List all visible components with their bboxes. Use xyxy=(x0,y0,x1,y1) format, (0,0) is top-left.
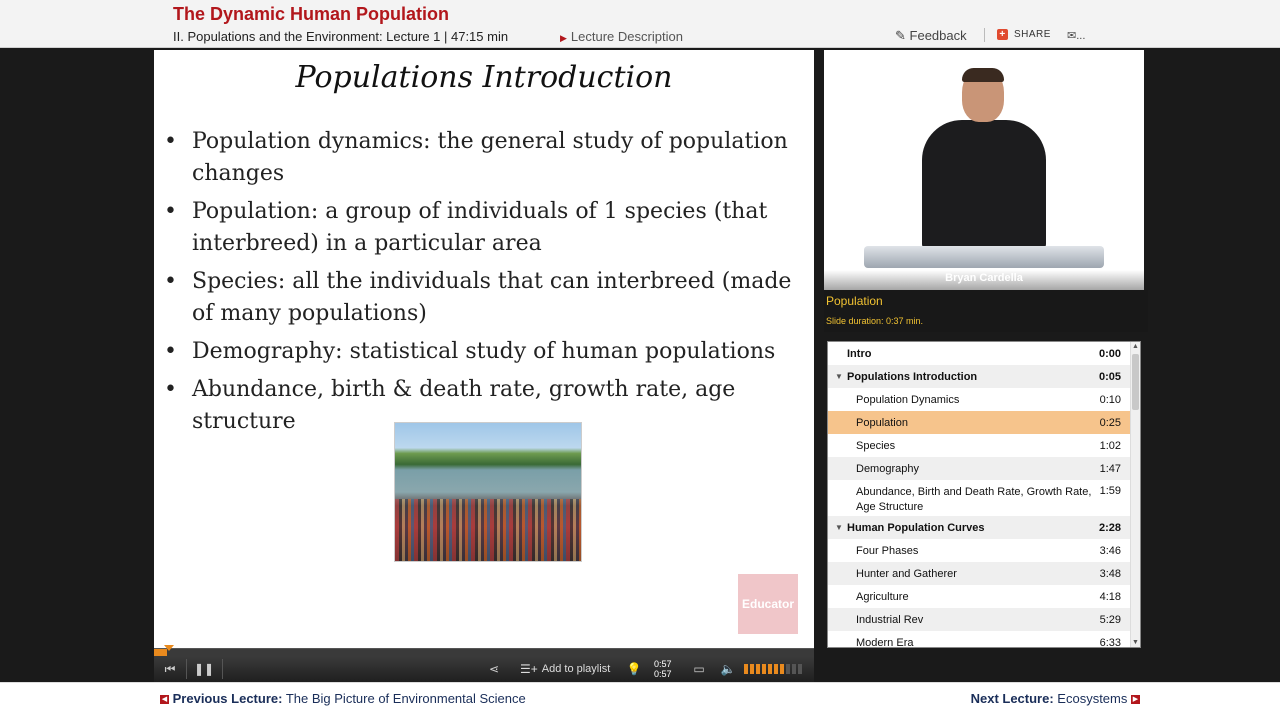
slide-title: Populations Introduction xyxy=(295,60,673,95)
volume-bar xyxy=(768,664,772,674)
outline-row-time: 0:05 xyxy=(1098,370,1121,383)
bullet-item xyxy=(162,196,810,260)
presenter-body xyxy=(922,120,1046,250)
volume-slider[interactable] xyxy=(744,664,802,674)
seek-handle[interactable] xyxy=(164,645,174,651)
outline-row-time: 1:47 xyxy=(1099,462,1121,475)
bullet-glyph: • xyxy=(164,129,177,154)
beach-crowd-photo xyxy=(394,422,582,562)
prev-label: Previous Lecture: xyxy=(172,691,283,706)
outline-row-time: 0:10 xyxy=(1099,393,1121,406)
current-slide-info xyxy=(824,290,1148,332)
pause-icon[interactable]: ❚❚ xyxy=(193,662,215,676)
outline-row[interactable] xyxy=(828,539,1131,562)
outline-row[interactable] xyxy=(828,608,1131,631)
course-title[interactable]: The Dynamic Human Population xyxy=(173,4,450,24)
bullet-text: Demography: statistical study of human populations xyxy=(192,339,776,364)
arrow-right-icon: ▶ xyxy=(1132,696,1139,704)
outline-row-label: Species xyxy=(856,439,896,452)
outline-row-label: Modern Era xyxy=(856,636,914,648)
share-button[interactable] xyxy=(997,29,1051,40)
volume-bar xyxy=(774,664,778,674)
email-button[interactable] xyxy=(1067,29,1085,42)
bullet-text: Population: a group of individuals of 1 species (that interbreed) in a particular area xyxy=(192,199,768,256)
volume-bar xyxy=(750,664,754,674)
divider xyxy=(984,28,985,42)
volume-bar xyxy=(762,664,766,674)
presenter-figure xyxy=(914,68,1054,268)
volume-bar xyxy=(786,664,790,674)
player-controls xyxy=(154,656,814,682)
volume-bar xyxy=(792,664,796,674)
lecture-outline xyxy=(827,341,1141,648)
outline-row-time: 5:29 xyxy=(1099,613,1121,626)
outline-row[interactable] xyxy=(828,480,1131,516)
next-lecture-link[interactable] xyxy=(971,691,1140,706)
fullscreen-icon[interactable]: ▭ xyxy=(693,662,705,676)
outline-row-label: Population xyxy=(856,416,908,429)
time-readout xyxy=(654,659,672,679)
outline-row[interactable] xyxy=(828,365,1131,388)
pencil-icon: ✎ xyxy=(895,28,906,43)
volume-bar xyxy=(780,664,784,674)
lecture-description-link[interactable] xyxy=(560,29,683,44)
slide-duration: Slide duration: 0:37 min. xyxy=(826,316,924,326)
presenter-hair xyxy=(962,68,1004,82)
outline-rows xyxy=(828,342,1140,648)
share-more-label: ... xyxy=(1076,30,1086,42)
outline-row-time: 2:28 xyxy=(1098,521,1121,534)
presenter-name: Bryan Cardella xyxy=(824,270,1144,290)
collapse-triangle-icon[interactable]: ▼ xyxy=(835,372,843,381)
prev-title: The Big Picture of Environmental Science xyxy=(285,691,526,706)
outline-row-label: Agriculture xyxy=(856,590,909,603)
slide-bullets xyxy=(162,126,810,444)
outline-row[interactable] xyxy=(828,585,1131,608)
bullet-item xyxy=(162,266,810,330)
volume-bar xyxy=(756,664,760,674)
next-title: Ecosystems xyxy=(1057,691,1128,706)
time-current: 0:57 xyxy=(654,659,672,669)
outline-row-time: 6:33 xyxy=(1099,636,1121,648)
outline-row-time: 3:48 xyxy=(1099,567,1121,580)
outline-row-time: 0:00 xyxy=(1098,347,1121,360)
divider xyxy=(186,659,187,679)
outline-row-label: Human Population Curves xyxy=(847,521,985,534)
desk xyxy=(864,246,1104,268)
bullet-glyph: • xyxy=(164,339,177,364)
outline-row[interactable] xyxy=(828,434,1131,457)
share-icon[interactable]: ⋖ xyxy=(488,662,500,676)
outline-row-time: 4:18 xyxy=(1099,590,1121,603)
bullet-glyph: • xyxy=(164,269,177,294)
bullet-item xyxy=(162,336,810,368)
feedback-link[interactable] xyxy=(895,28,967,44)
seek-bar[interactable] xyxy=(154,648,814,656)
bullet-text: Population dynamics: the general study of population changes xyxy=(192,129,788,186)
lecture-info: II. Populations and the Environment: Lecture 1 | 47:15 min xyxy=(173,29,509,44)
arrow-left-icon: ◀ xyxy=(161,696,168,704)
lightbulb-icon[interactable]: 💡 xyxy=(626,662,642,676)
divider xyxy=(222,659,223,679)
outline-row-label: Industrial Rev xyxy=(856,613,924,626)
outline-row[interactable] xyxy=(828,562,1131,585)
lecture-slide xyxy=(154,50,814,648)
scroll-thumb[interactable] xyxy=(1132,354,1139,410)
share-label: SHARE xyxy=(1014,29,1051,40)
current-slide-name: Population xyxy=(826,294,883,308)
outline-row-time: 3:46 xyxy=(1099,544,1121,557)
bullet-glyph: • xyxy=(164,199,177,224)
bullet-item xyxy=(162,126,810,190)
playlist-add-icon: ☰+ xyxy=(520,662,538,676)
outline-row[interactable] xyxy=(828,388,1131,411)
outline-row-time: 1:59 xyxy=(1099,485,1121,497)
speaker-icon[interactable]: 🔈 xyxy=(720,662,736,676)
crowd-texture xyxy=(395,499,581,561)
time-total: 0:57 xyxy=(654,669,672,679)
share-plus-icon: + xyxy=(997,29,1008,40)
educator-watermark: Educator xyxy=(738,574,798,634)
next-label: Next Lecture: xyxy=(970,691,1054,706)
outline-row-label: Abundance, Birth and Death Rate, Growth Rate, Age Structure xyxy=(856,486,1092,513)
bullet-text: Species: all the individuals that can interbreed (made of many populations) xyxy=(192,269,792,326)
triangle-right-icon: ▶ xyxy=(560,33,567,43)
outline-row-label: Four Phases xyxy=(856,544,919,557)
envelope-icon: ✉ xyxy=(1067,30,1077,42)
outline-row[interactable] xyxy=(828,457,1131,480)
scroll-down-icon[interactable]: ▼ xyxy=(1132,639,1139,646)
outline-row-label: Hunter and Gatherer xyxy=(856,567,957,580)
outline-row-label: Population Dynamics xyxy=(856,393,960,406)
outline-row[interactable] xyxy=(828,411,1131,434)
feedback-label: Feedback xyxy=(909,28,967,43)
lecture-footer xyxy=(0,682,1280,720)
outline-row-label: Populations Introduction xyxy=(847,370,978,383)
outline-row-label: Demography xyxy=(856,462,919,475)
add-to-playlist-button[interactable] xyxy=(520,656,610,682)
presenter-video[interactable] xyxy=(824,50,1144,290)
outline-scrollbar[interactable] xyxy=(1130,342,1140,647)
add-to-playlist-label: Add to playlist xyxy=(541,663,611,675)
lecture-header xyxy=(0,0,1280,48)
outline-row[interactable] xyxy=(828,342,1131,365)
volume-bar xyxy=(744,664,748,674)
outline-row[interactable] xyxy=(828,516,1131,539)
bullet-text: Abundance, birth & death rate, growth rate, age structure xyxy=(192,377,736,434)
outline-row-label: Intro xyxy=(847,347,872,360)
previous-lecture-link[interactable] xyxy=(160,691,526,706)
outline-row[interactable] xyxy=(828,631,1131,648)
lecture-description-label: Lecture Description xyxy=(570,29,683,44)
outline-row-time: 1:02 xyxy=(1099,439,1121,452)
volume-bar xyxy=(798,664,802,674)
outline-row-time: 0:25 xyxy=(1099,416,1121,429)
skip-back-icon[interactable]: ⏮ xyxy=(164,661,176,676)
scroll-up-icon[interactable]: ▲ xyxy=(1132,343,1139,350)
collapse-triangle-icon[interactable]: ▼ xyxy=(835,523,843,532)
bullet-glyph: • xyxy=(164,377,177,402)
